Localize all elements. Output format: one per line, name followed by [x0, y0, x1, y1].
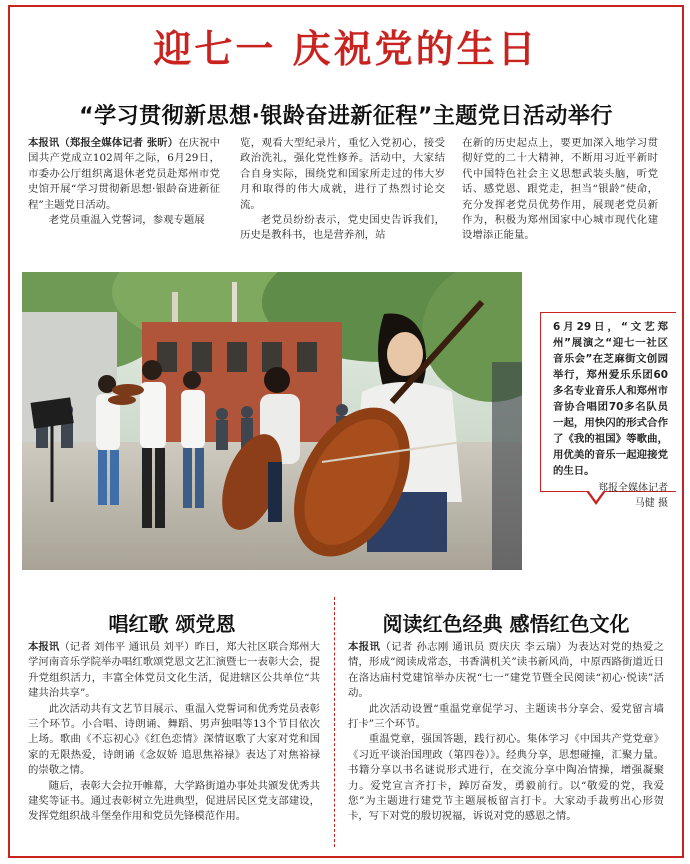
concert-photo-illustration	[22, 272, 522, 570]
right-article-paragraph-3: 重温党章，强国答题，践行初心。集体学习《中国共产党党章》《习近平谈治国理政（第四卷）》。经典分享，思想碰撞，汇聚力量。书籍分享以书名谜说形式进行，在交流分享中陶冶情操，增强凝聚力。爱党宣言齐打卡，踔厉奋发，勇毅前行。以“敬爱的党，我爱您”为主题进行建党节主题展板留言打卡。大家动手裁剪出心形贺卡，写下对党的殷切祝福，诉说对党的感恩之情。	[348, 733, 664, 823]
main-article-paragraph-4: 老党员纷纷表示，党史国史告诉我们，历史是教科书，也是营养剂，站	[240, 214, 445, 242]
caption-pointer-inner	[588, 490, 604, 501]
banner-title: 迎七一 庆祝党的生日	[153, 27, 539, 71]
left-article-body	[28, 640, 320, 825]
concert-photo	[22, 272, 522, 570]
right-article-body	[348, 640, 664, 825]
main-article-column-1	[28, 136, 220, 228]
byline-author: （郑报全媒体记者 张昕）	[59, 137, 179, 149]
main-article-paragraph-3: 览，观看大型纪录片，重忆入党初心，接受政治洗礼，强化党性修养。活动中，大家结合自身实际，围绕党和国家所走过的伟大岁月和取得的伟大成就，进行了热烈讨论交流。	[240, 137, 445, 211]
left-article-paragraph-1	[28, 640, 320, 702]
byline-label: 本报讯	[28, 137, 60, 149]
main-article-paragraph-1	[28, 136, 220, 213]
paragraph-text: （记者 孙志刚 通讯员 贾庆庆 李云瑞）为表达对党的热爱之情，形成“阅读成常态，书香满机关”读书新风尚，中原西路街道近日在洛达庙村党建馆举办庆祝“七一”建党节暨全民阅读“初心·悦读”活动。	[348, 641, 665, 700]
main-article-paragraph-5: 在新的历史起点上，要更加深入地学习贯彻好党的二十大精神，不断用习近平新时代中国特色社会主义思想武装头脑，听党话、感党恩、跟党走，担当“银龄”使命，充分发挥老党员优势作用，展现老党员新作为，积极为郑州国家中心城市现代化建设增添正能量。	[462, 137, 658, 242]
photo-caption-box	[540, 312, 676, 509]
main-article-column-3	[462, 136, 658, 244]
photo-credit-line-1: 郑报全媒体记者	[598, 483, 668, 494]
paragraph-text: 在庆祝中国共产党成立102周年之际，6月29日，市委办公厅组织离退休老党员赴郑州市党史馆开展“学习贯彻新思想·银龄奋进新征程”主题党日活动。	[28, 137, 221, 211]
byline-label: 本报讯	[348, 641, 381, 653]
right-article-title: 阅读红色经典 感悟红色文化	[382, 612, 630, 636]
main-headline: “学习贯彻新思想·银龄奋进新征程”主题党日活动举行	[79, 104, 613, 129]
photo-caption-text: 6月29日，“文艺郑州”展演之“迎七一社区音乐会”在芝麻街文创园举行，郑州爱乐乐团60多名专业音乐人和郑州市音协合唱团70多名队员一起，用快闪的形式合作了《我的祖国》等歌曲，用优美的音乐一起迎接党的生日。	[553, 321, 668, 477]
right-article-paragraph-2: 此次活动设置“重温党章促学习、主题读书分享会、爱党留言墙打卡”三个环节。	[348, 702, 664, 731]
main-article-column-2	[240, 136, 445, 244]
paragraph-text: （记者 刘伟平 通讯员 刘平）昨日，郑大社区联合郑州大学河南音乐学院举办唱红歌颂党恩文艺汇演暨七一表彰大会，提升党组织活力，丰富全体党员文化生活，促进辖区公共单位“共建共治共享”。	[28, 641, 321, 700]
left-article-title: 唱红歌 颂党恩	[108, 612, 236, 636]
main-article-paragraph-2: 老党员重温入党誓词，参观专题展	[48, 214, 205, 227]
right-article-paragraph-1	[348, 640, 664, 702]
photo-credit-line-2: 马健 摄	[634, 498, 668, 509]
byline-label: 本报讯	[28, 641, 60, 653]
left-article-paragraph-2: 此次活动共有文艺节目展示、重温入党誓词和优秀党员表彰三个环节。小合唱、诗朗诵、舞蹈、男声独唱等13个节目依次上场。歌曲《不忘初心》《红色恋情》深情讴歌了大家对党和国家的无限热爱，诗朗诵《念奴娇 追思焦裕禄》表达了对焦裕禄的崇敬之情。	[28, 702, 320, 777]
left-article-paragraph-3: 随后，表彰大会拉开帷幕，大学路街道办事处共颁发优秀共建奖等证书。通过表彰树立先进典型，促进居民区党支部建设，发挥党组织战斗堡垒作用和党员先锋模范作用。	[28, 779, 320, 823]
column-divider	[334, 597, 335, 847]
